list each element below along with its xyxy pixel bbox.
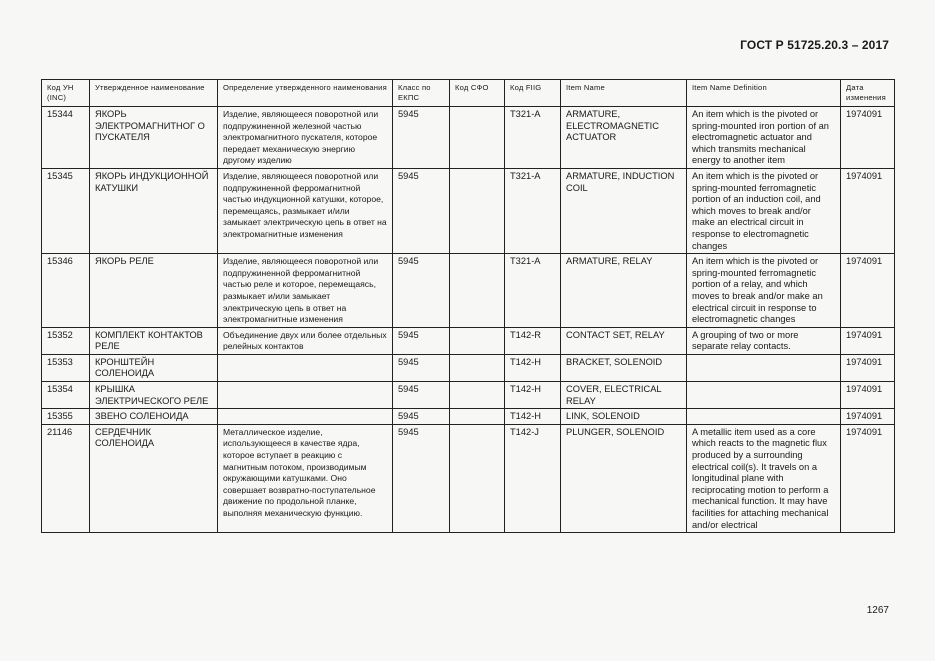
cell-fiig: T142-H	[505, 382, 561, 409]
col-header-inc: Код УН (INC)	[42, 80, 90, 107]
cell-inc: 15346	[42, 254, 90, 328]
cell-inc: 21146	[42, 424, 90, 532]
cell-sfo	[450, 107, 505, 169]
cell-sfo	[450, 409, 505, 425]
col-header-item-definition: Item Name Definition	[687, 80, 841, 107]
cell-item-name: BRACKET, SOLENOID	[561, 354, 687, 381]
cell-name-ru: СЕРДЕЧНИК СОЛЕНОИДА	[90, 424, 218, 532]
cell-item-definition	[687, 382, 841, 409]
cell-inc: 15353	[42, 354, 90, 381]
cell-item-name: ARMATURE, INDUCTION COIL	[561, 168, 687, 253]
col-header-fiig: Код FIIG	[505, 80, 561, 107]
cell-item-definition: An item which is the pivoted or spring-mounted ferromagnetic portion of a relay, and which moves to break and/or make an electrical circuit in response to electromagnetic changes	[687, 254, 841, 328]
cell-date: 1974091	[841, 168, 895, 253]
cell-class: 5945	[393, 107, 450, 169]
cell-inc: 15355	[42, 409, 90, 425]
cell-definition-ru: Изделие, являющееся поворотной или подпружиненной ферромагнитной частью индукционной катушки, которое, перемещаясь, размыкает и/или замыкает электрическую цепь в ответ на электромагнитные изменения	[218, 168, 393, 253]
col-header-item-name: Item Name	[561, 80, 687, 107]
table-row	[42, 424, 895, 532]
cell-definition-ru: Изделие, являющееся поворотной или подпружиненной ферромагнитной частью реле и которое, перемещаясь, размыкает и/или замыкает электрическую цепь в ответ на электромагнитные изменения	[218, 254, 393, 328]
cell-sfo	[450, 424, 505, 532]
cell-item-definition	[687, 409, 841, 425]
cell-inc: 15354	[42, 382, 90, 409]
document-header: ГОСТ Р 51725.20.3 – 2017	[740, 38, 889, 52]
cell-name-ru: ЯКОРЬ РЕЛЕ	[90, 254, 218, 328]
cell-class: 5945	[393, 382, 450, 409]
cell-item-name: COVER, ELECTRICAL RELAY	[561, 382, 687, 409]
cell-date: 1974091	[841, 254, 895, 328]
cell-name-ru: ЯКОРЬ ЭЛЕКТРОМАГНИТНОГ О ПУСКАТЕЛЯ	[90, 107, 218, 169]
cell-item-name: ARMATURE, ELECTROMAGNETIC ACTUATOR	[561, 107, 687, 169]
cell-fiig: T321-A	[505, 254, 561, 328]
cell-sfo	[450, 382, 505, 409]
cell-item-name: CONTACT SET, RELAY	[561, 327, 687, 354]
cell-name-ru: КОМПЛЕКТ КОНТАКТОВ РЕЛЕ	[90, 327, 218, 354]
cell-sfo	[450, 168, 505, 253]
cell-class: 5945	[393, 354, 450, 381]
cell-fiig: T142-R	[505, 327, 561, 354]
cell-fiig: T321-A	[505, 107, 561, 169]
cell-sfo	[450, 327, 505, 354]
table-row	[42, 168, 895, 253]
col-header-definition-ru: Определение утвержденного наименования	[218, 80, 393, 107]
cell-class: 5945	[393, 168, 450, 253]
table-row	[42, 254, 895, 328]
cell-class: 5945	[393, 254, 450, 328]
cell-item-definition: A metallic item used as a core which reacts to the magnetic flux produced by a surrounding electrical coil(s). It travels on a longitudinal plane with reciprocating motion to perform a mechanical function. It may have facilities for attaching mechanical and/or electrical	[687, 424, 841, 532]
cell-definition-ru	[218, 409, 393, 425]
cell-date: 1974091	[841, 382, 895, 409]
cell-item-name: LINK, SOLENOID	[561, 409, 687, 425]
cell-name-ru: ЯКОРЬ ИНДУКЦИОННОЙ КАТУШКИ	[90, 168, 218, 253]
cell-item-definition: An item which is the pivoted or spring-mounted ferromagnetic portion of an induction coil, and which moves to break and/or make an electrical circuit in response to electromagnetic changes	[687, 168, 841, 253]
cell-date: 1974091	[841, 409, 895, 425]
cell-class: 5945	[393, 409, 450, 425]
cell-inc: 15345	[42, 168, 90, 253]
spec-table	[41, 79, 895, 533]
cell-date: 1974091	[841, 354, 895, 381]
col-header-date: Дата изменения	[841, 80, 895, 107]
cell-definition-ru: Изделие, являющееся поворотной или подпружиненной железной частью электромагнитного пускателя, которое передает механическую энергию другому изделию	[218, 107, 393, 169]
table-row	[42, 107, 895, 169]
table-header-row	[42, 80, 895, 107]
cell-fiig: T142-H	[505, 354, 561, 381]
cell-sfo	[450, 354, 505, 381]
cell-date: 1974091	[841, 424, 895, 532]
cell-sfo	[450, 254, 505, 328]
cell-name-ru: КРОНШТЕЙН СОЛЕНОИДА	[90, 354, 218, 381]
cell-date: 1974091	[841, 327, 895, 354]
cell-fiig: T142-J	[505, 424, 561, 532]
cell-item-definition: A grouping of two or more separate relay contacts.	[687, 327, 841, 354]
col-header-name-ru: Утвержденное наименование	[90, 80, 218, 107]
table-row	[42, 409, 895, 425]
cell-item-name: PLUNGER, SOLENOID	[561, 424, 687, 532]
page-number: 1267	[866, 605, 889, 616]
cell-definition-ru	[218, 382, 393, 409]
table-row	[42, 354, 895, 381]
cell-item-definition	[687, 354, 841, 381]
cell-definition-ru: Объединение двух или более отдельных релейных контактов	[218, 327, 393, 354]
cell-class: 5945	[393, 327, 450, 354]
cell-definition-ru: Металлическое изделие, использующееся в качестве ядра, которое вступает в реакцию с магнитным потоком, производимым окружающими катушками. Оно совершает возвратно-поступательное движение по продольной планке, выполняя механическую функцию.	[218, 424, 393, 532]
cell-name-ru: ЗВЕНО СОЛЕНОИДА	[90, 409, 218, 425]
cell-fiig: T142-H	[505, 409, 561, 425]
cell-item-definition: An item which is the pivoted or spring-mounted iron portion of an electromagnetic actuator and which transmits mechanical energy to another item	[687, 107, 841, 169]
table-row	[42, 382, 895, 409]
table-row	[42, 327, 895, 354]
cell-inc: 15344	[42, 107, 90, 169]
cell-class: 5945	[393, 424, 450, 532]
cell-inc: 15352	[42, 327, 90, 354]
cell-fiig: T321-A	[505, 168, 561, 253]
col-header-class: Класс по ЕКПС	[393, 80, 450, 107]
cell-definition-ru	[218, 354, 393, 381]
col-header-sfo: Код СФО	[450, 80, 505, 107]
cell-date: 1974091	[841, 107, 895, 169]
cell-item-name: ARMATURE, RELAY	[561, 254, 687, 328]
cell-name-ru: КРЫШКА ЭЛЕКТРИЧЕСКОГО РЕЛЕ	[90, 382, 218, 409]
